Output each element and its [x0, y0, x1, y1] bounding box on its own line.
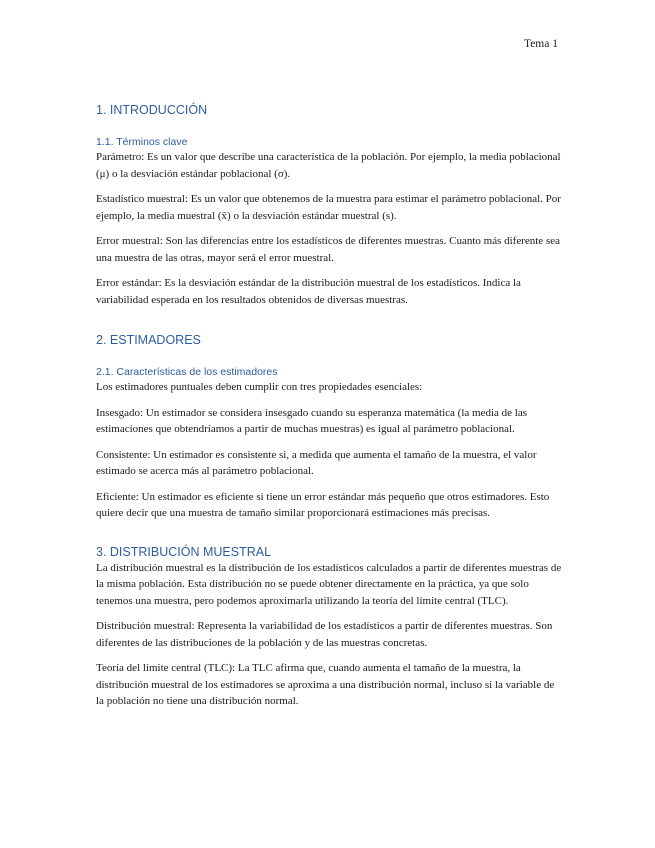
- paragraph: Parámetro: Es un valor que describe una característica de la población. Por ejemplo, la media poblacional (μ) o la desviación estándar poblacional (σ).: [96, 151, 561, 180]
- paragraph: Los estimadores puntuales deben cumplir con tres propiedades esenciales:: [96, 381, 423, 393]
- subsection-title: 1.1. Términos clave: [96, 136, 188, 148]
- paragraph: Estadístico muestral: Es un valor que obtenemos de la muestra para estimar el parámetro poblacional. Por ejemplo, la media muestral (x̄) o la desviación estándar muestral (s).: [96, 193, 561, 222]
- subsection-title: 2.1. Características de los estimadores: [96, 366, 278, 378]
- section-estimadores: [96, 332, 564, 522]
- paragraph: Insesgado: Un estimador se considera insesgado cuando su esperanza matemática (la media de las estimaciones que obtendríamos a partir de muchas muestras) es igual al parámetro poblacional.: [96, 406, 527, 435]
- section-title: 3. DISTRIBUCIÓN MUESTRAL: [96, 544, 272, 559]
- document-body: [96, 102, 564, 710]
- paragraph: Distribución muestral: Representa la variabilidad de los estadísticos a partir de diferentes muestras. Son diferentes de las distribuciones de la población y de las muestras concretas.: [96, 620, 553, 649]
- section-introduccion: [96, 102, 564, 308]
- section-title: 2. ESTIMADORES: [96, 333, 201, 347]
- page-header: Tema 1: [523, 38, 558, 50]
- paragraph: La distribución muestral es la distribución de los estadísticos calculados a partir de diferentes muestras de la misma población. Esta distribución no se puede obtener directamente en la práctica, ya que solo tenemos una muestra, pero podemos aproximarla utilizando la teoría del límite central (TLC).: [96, 561, 562, 607]
- paragraph: Teoría del límite central (TLC): La TLC afirma que, cuando aumenta el tamaño de la muestra, la distribución muestral de los estimadores se aproxima a una distribución normal, incluso si la variable de la población no tiene una distribución normal.: [96, 662, 555, 707]
- paragraph: Eficiente: Un estimador es eficiente si tiene un error estándar más pequeño que otros estimadores. Esto quiere decir que una muestra de tamaño similar proporcionará estimaciones más precisas.: [96, 490, 550, 519]
- section-title: 1. INTRODUCCIÓN: [96, 103, 208, 117]
- paragraph: Error muestral: Son las diferencias entre los estadísticos de diferentes muestras. Cuanto más diferente sea una muestra de las otras, mayor será el error muestral.: [96, 235, 560, 264]
- paragraph: Error estándar: Es la desviación estándar de la distribución muestral de los estadísticos. Indica la variabilidad esperada en los resultados obtenidos de diversas muestras.: [96, 277, 521, 306]
- paragraph: Consistente: Un estimador es consistente si, a medida que aumenta el tamaño de la muestra, el valor estimado se acerca más al parámetro poblacional.: [96, 448, 537, 477]
- section-distribucion-muestral: [96, 544, 564, 710]
